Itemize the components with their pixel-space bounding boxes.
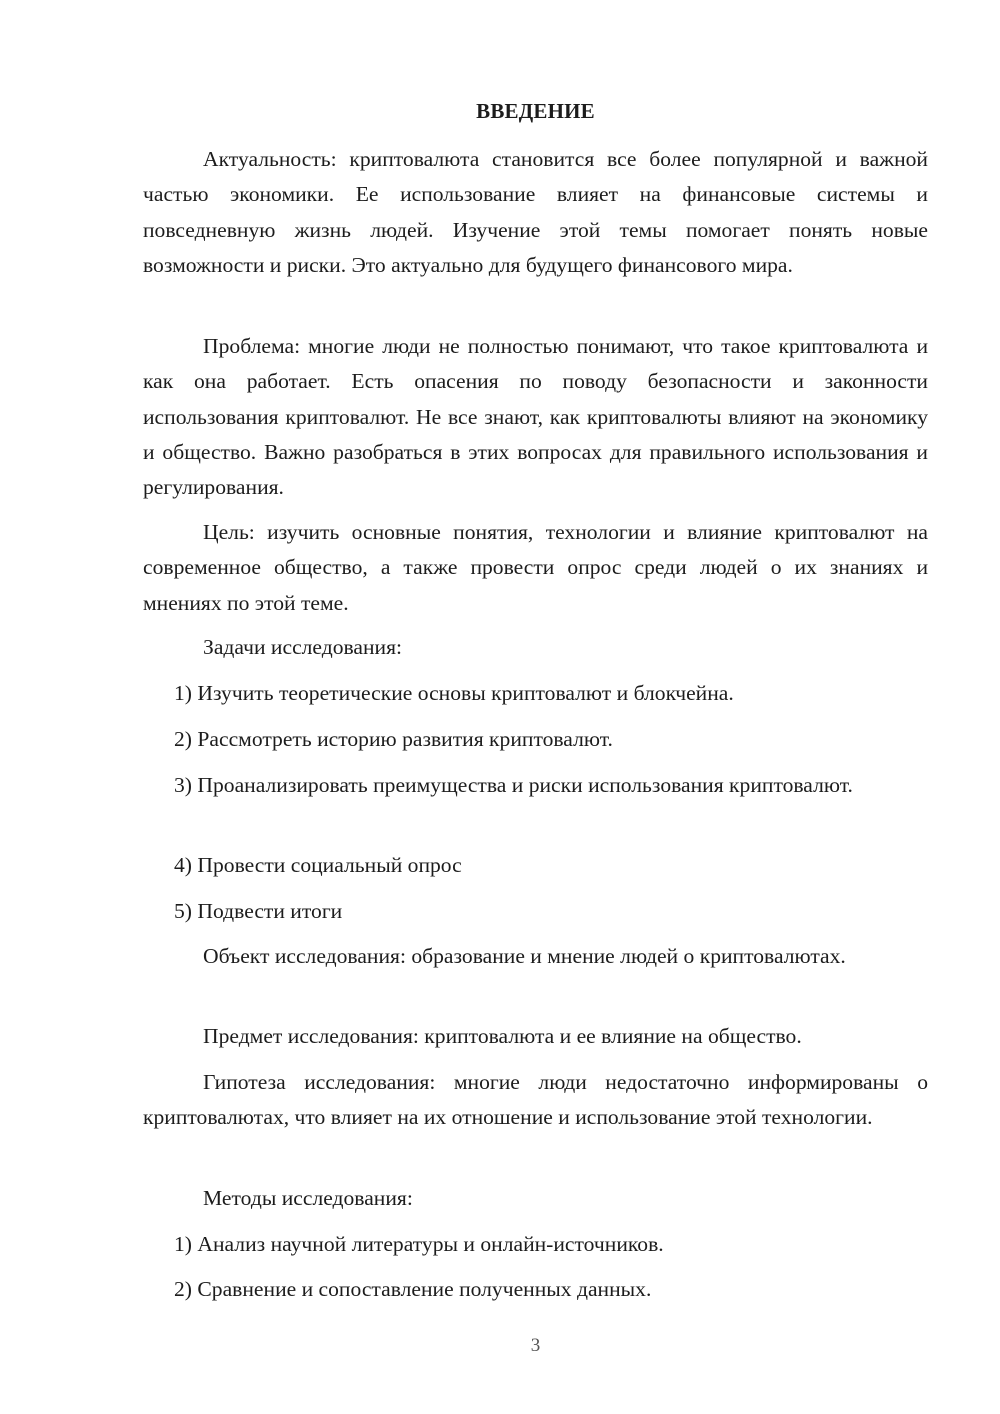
page-number: 3	[530, 1335, 541, 1356]
paragraph-goal: Цель: изучить основные понятия, технологии и влияние криптовалют на современное общество, а также провести опрос среди людей о их знаниях и мнениях по этой теме.	[143, 520, 928, 615]
list-item-task-1: 1) Изучить теоретические основы криптовалют и блокчейна.	[174, 681, 734, 705]
paragraph-object: Объект исследования: образование и мнение людей о криптовалютах.	[203, 944, 846, 968]
paragraph-methods-heading: Методы исследования:	[203, 1186, 413, 1210]
list-item-method-1: 1) Анализ научной литературы и онлайн-источников.	[174, 1232, 664, 1256]
document-page	[143, 0, 928, 1414]
paragraph-tasks-heading: Задачи исследования:	[203, 635, 403, 659]
paragraph-subject: Предмет исследования: криптовалюта и ее влияние на общество.	[203, 1024, 802, 1048]
list-item-method-2: 2) Сравнение и сопоставление полученных данных.	[174, 1277, 652, 1301]
paragraph-relevance: Актуальность: криптовалюта становится все более популярной и важной частью экономики. Ее использование влияет на финансовые системы и повседневную жизнь людей. Изучение этой темы помогает понять новые возможности и риски. Это актуально для будущего финансового мира.	[143, 147, 928, 277]
list-item-task-4: 4) Провести социальный опрос	[174, 853, 462, 877]
list-item-task-5: 5) Подвести итоги	[174, 899, 343, 923]
paragraph-problem: Проблема: многие люди не полностью понимают, что такое криптовалюта и как она работает. Есть опасения по поводу безопасности и законности использования криптовалют. Не все знают, как криптовалюты влияют на экономику и общество. Важно разобраться в этих вопросах для правильного использования и регулирования.	[143, 334, 928, 500]
list-item-task-3: 3) Проанализировать преимущества и риски использования криптовалют.	[174, 773, 853, 797]
section-title: ВВЕДЕНИЕ	[476, 99, 595, 123]
list-item-task-2: 2) Рассмотреть историю развития криптовалют.	[174, 727, 613, 751]
paragraph-hypothesis: Гипотеза исследования: многие люди недостаточно информированы о криптовалютах, что влияет на их отношение и использование этой технологии.	[143, 1070, 928, 1130]
